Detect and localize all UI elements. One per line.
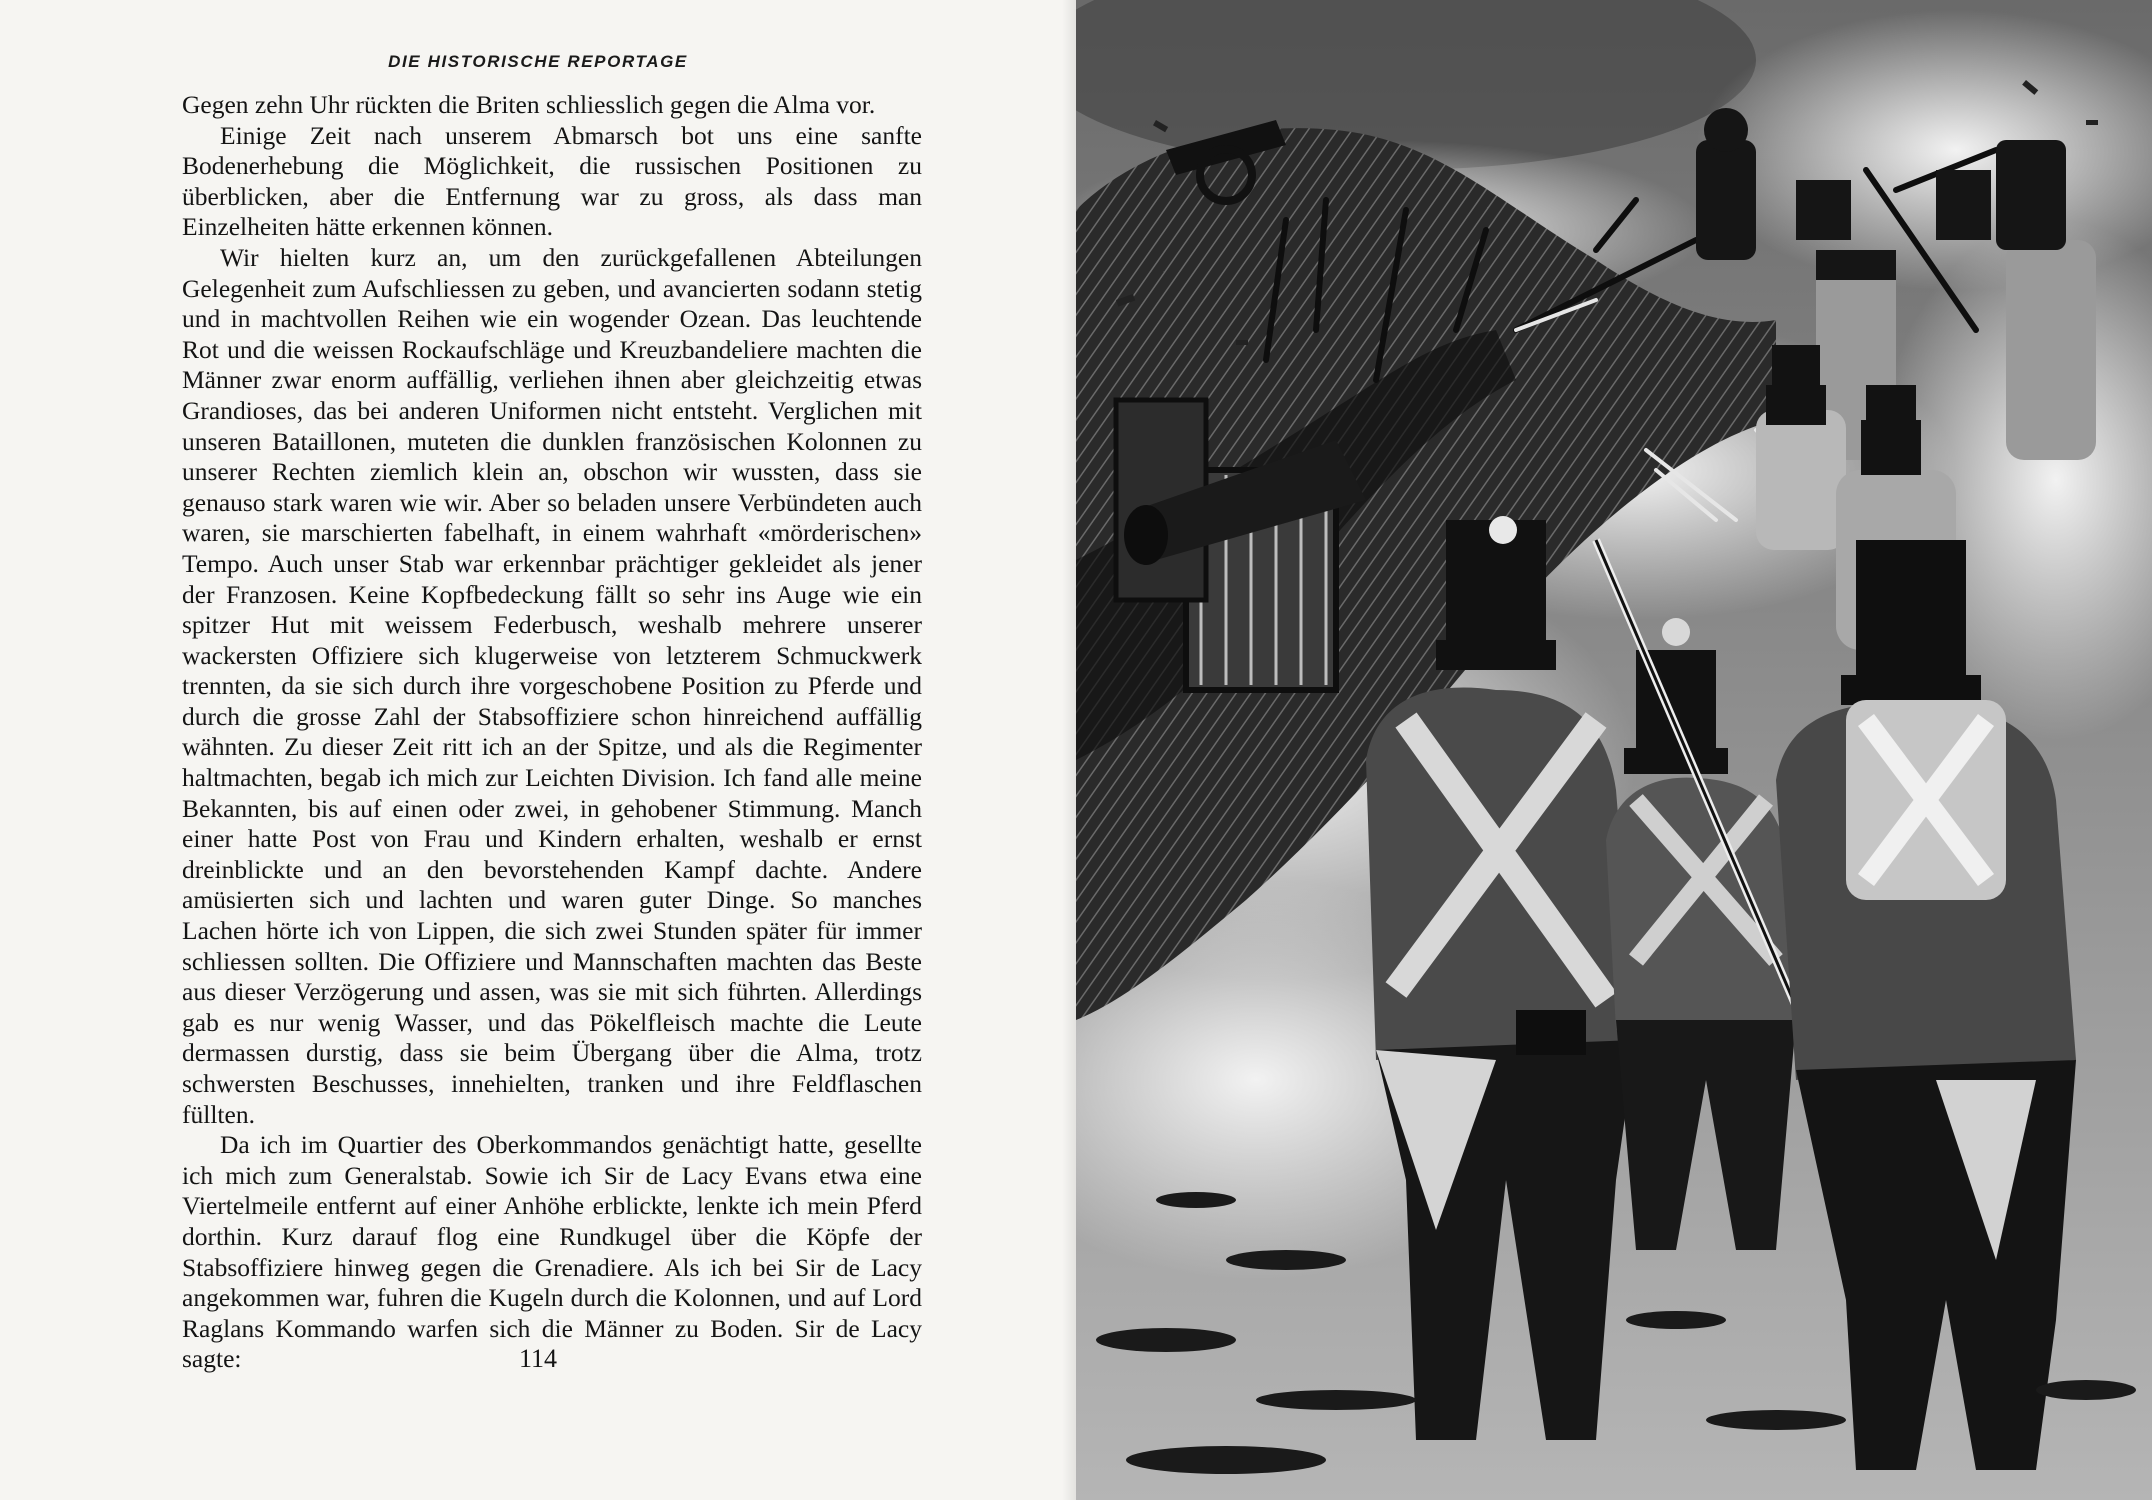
page-number: 114 [518,1344,558,1373]
battle-illustration [1076,0,2152,1500]
paragraph: Gegen zehn Uhr rückten die Briten schliesslich gegen die Alma vor. [182,90,876,119]
paragraph: Einige Zeit nach unserem Abmarsch bot uns eine sanfte Bodenerhebung die Möglichkeit, die russischen Positionen zu überblicken, aber die Entfernung war zu gross, als dass man Einzelheiten hätte erkennen können. [182,120,922,242]
body-text [182,90,922,1375]
paragraph: Da ich im Quartier des Oberkommandos genächtigt hatte, gesellte ich mich zum Generalstab. Sowie ich Sir de Lacy Evans etwa eine Viertelmeile entfernt auf einer Anhöhe erblickte, lenkte ich mein Pferd dorthin. Kurz darauf flog eine Rundkugel über die Köpfe der Stabsoffiziere hinweg gegen die Grenadiere. Als ich bei Sir de Lacy angekommen war, fuhren die Kugeln durch die Kolonnen, und auf Lord Raglans Kommando warfen sich die Männer zu Boden. Sir de Lacy sagte: [182,1130,922,1374]
paragraph: Wir hielten kurz an, um den zurückgefallenen Abteilungen Gelegenheit zum Aufschliessen zu geben, und avancierten sodann stetig und in machtvollen Reihen wie ein wogender Ozean. Das leuchtende Rot und die weissen Rockaufschläge und Kreuzbandeliere machten die Männer zwar enorm auffällig, verliehen ihnen aber gleichzeitig etwas Grandioses, das bei anderen Uniformen nicht entsteht. Verglichen mit unseren Bataillonen, muteten die dunklen französischen Kolonnen zu unserer Rechten ziemlich klein an, obschon wir wussten, dass sie genauso stark waren wie wir. Aber so beladen unsere Verbündeten auch waren, sie marschierten fabelhaft, in einem wahrhaft «mörderischen» Tempo. Auch unser Stab war erkennbar prächtiger gekleidet als jener der Franzosen. Keine Kopfbedeckung fällt so sehr ins Auge wie ein spitzer Hut mit weissem Federbusch, weshalb mehrere unserer wackersten Offiziere sich klugerweise von letzterem Schmuckwerk trennten, da sie sich durch ihre vorgeschobene Position zu Pferde und durch die grosse Zahl der Stabsoffiziere schon hinreichend auffällig wähnten. Zu dieser Zeit ritt ich an der Spitze, und als die Regimenter haltmachten, begab ich mich zur Leichten Division. Ich fand alle meine Bekannten, bis auf einen oder zwei, in gehobener Stimmung. Manch einer hatte Post von Frau und Kindern erhalten, weshalb er ernst dreinblickte und an den bevorstehenden Kampf dachte. Andere amüsierten sich und lachten und waren guter Dinge. So manches Lachen hörte ich von Lippen, die sich zwei Stunden später für immer schliessen sollten. Die Offiziere und Mannschaften machten das Beste aus dieser Verzögerung und assen, was sie mit sich führten. Allerdings gab es nur wenig Wasser, und das Pökelfleisch machte die Leute dermassen durstig, dass sie beim Übergang über die Alma, trotz schwersten Beschusses, innehielten, tranken und ihre Feldflaschen füllten. [182,242,922,1129]
running-head: DIE HISTORISCHE REPORTAGE [388,52,688,71]
gutter-shadow [1062,0,1076,1500]
right-page [1076,0,2152,1500]
